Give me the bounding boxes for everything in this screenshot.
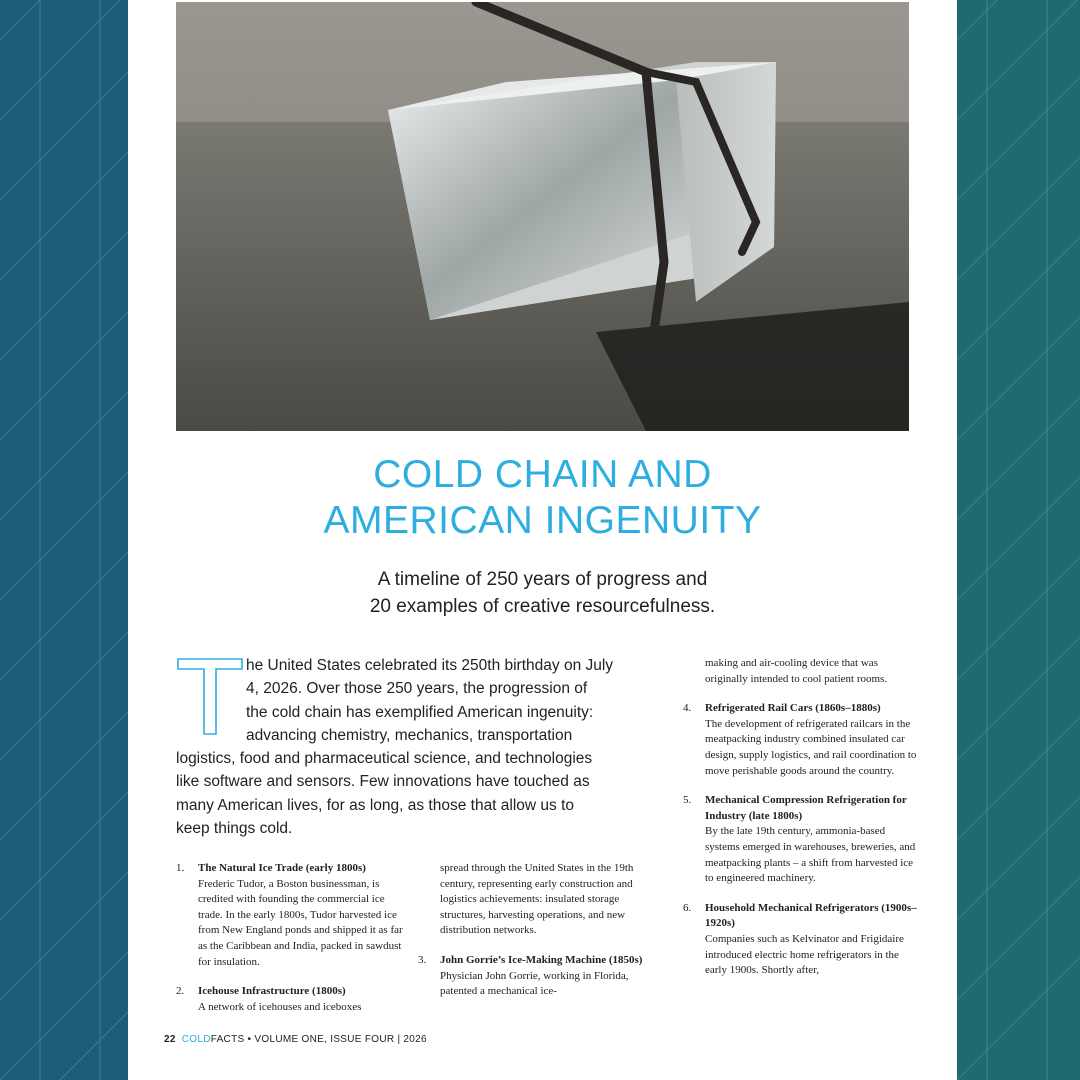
timeline-item-body: Physician John Gorrie, working in Florida, patented a mechanical ice- [440, 969, 629, 998]
timeline-item [683, 701, 918, 779]
timeline-item-continuation: making and air-cooling device that was originally intended to cool patient rooms. [705, 657, 888, 685]
intro-line: the cold chain has exemplified American ingenuity: [246, 703, 594, 721]
intro-line: he United States celebrated its 250th birthday on July [246, 657, 614, 674]
timeline-item-heading: Refrigerated Rail Cars (1860s–1880s) [705, 702, 881, 715]
background-pattern-right [957, 0, 1080, 1080]
timeline-item-heading: Mechanical Compression Refrigeration for Industry (late 1800s) [705, 794, 907, 822]
magazine-brand-facts: FACTS [210, 1034, 245, 1045]
background-pattern-left [0, 0, 128, 1080]
magazine-page [128, 0, 957, 1080]
intro-line: keep things cold. [176, 820, 293, 838]
timeline-item-number: 4. [683, 702, 692, 715]
intro-line: many American lives, for as long, as those that allow us to [176, 796, 575, 814]
timeline-item-body: The development of refrigerated railcars in the meatpacking industry combined insulated car design, supply logistics, and rail coordination to move perishable goods around the country. [705, 717, 917, 777]
timeline-item [176, 861, 408, 970]
timeline-item-number: 2. [176, 985, 185, 998]
timeline-item [176, 984, 408, 1015]
timeline-item-heading: John Gorrie’s Ice-Making Machine (1850s) [440, 953, 643, 966]
timeline-item-number: 5. [683, 794, 692, 807]
timeline-item-continuation: spread through the United States in the 19th century, representing early construction and logistics achievements: insulated storage structures, harvesting operations, and new distribution networks. [440, 862, 634, 937]
timeline-item-body: Companies such as Kelvinator and Frigidaire introduced electric home refrigerators in the early 1900s. Shortly after, [705, 932, 904, 977]
timeline-column-3 [683, 656, 918, 993]
timeline-item [683, 793, 918, 887]
timeline-column-1 [176, 861, 408, 1029]
intro-paragraph [176, 654, 638, 840]
timeline-column-2 [418, 861, 654, 1014]
issue-info: • VOLUME ONE, ISSUE FOUR | 2026 [244, 1034, 427, 1045]
page-footer [164, 1034, 427, 1045]
timeline-item-heading: Icehouse Infrastructure (1800s) [198, 985, 346, 998]
article-subtitle [128, 566, 957, 620]
timeline-item [418, 953, 654, 1000]
page-number: 22 [164, 1034, 176, 1045]
timeline-item-number: 1. [176, 862, 185, 874]
article-title [128, 452, 957, 544]
subtitle-line-2: 20 examples of creative resourcefulness. [369, 596, 716, 617]
title-line-1: COLD CHAIN AND [373, 453, 712, 496]
timeline-item-heading: Household Mechanical Refrigerators (1900s–1920s) [705, 901, 917, 930]
magazine-brand-cold: COLD [181, 1034, 211, 1045]
intro-line: 4, 2026. Over those 250 years, the progression of [246, 680, 588, 698]
intro-line: advancing chemistry, mechanics, transportation [246, 726, 573, 744]
subtitle-line-1: A timeline of 250 years of progress and [377, 569, 708, 590]
timeline-item-body: A network of icehouses and iceboxes [198, 1000, 362, 1013]
drop-cap-letter: T [176, 656, 177, 657]
timeline-item-body: Frederic Tudor, a Boston businessman, is credited with founding the commercial ice trade. In the early 1800s, Tudor harvested ice from New England ponds and shipped it as far as the Caribbean and India, packed in sawdust for insulation. [198, 877, 403, 968]
timeline-item-number: 3. [418, 953, 427, 966]
title-line-2: AMERICAN INGENUITY [323, 499, 762, 542]
timeline-item-number: 6. [683, 901, 692, 914]
intro-line: like software and sensors. Few innovations have touched as [176, 773, 590, 791]
timeline-item [683, 901, 918, 979]
ice-block-photo [176, 2, 909, 431]
timeline-item-heading: The Natural Ice Trade (early 1800s) [198, 862, 366, 874]
intro-line: logistics, food and pharmaceutical science, and technologies [176, 750, 593, 768]
timeline-item-body: By the late 19th century, ammonia-based systems emerged in warehouses, breweries, and meatpacking plants – a shift from harvested ice to engineered machinery. [705, 825, 916, 885]
